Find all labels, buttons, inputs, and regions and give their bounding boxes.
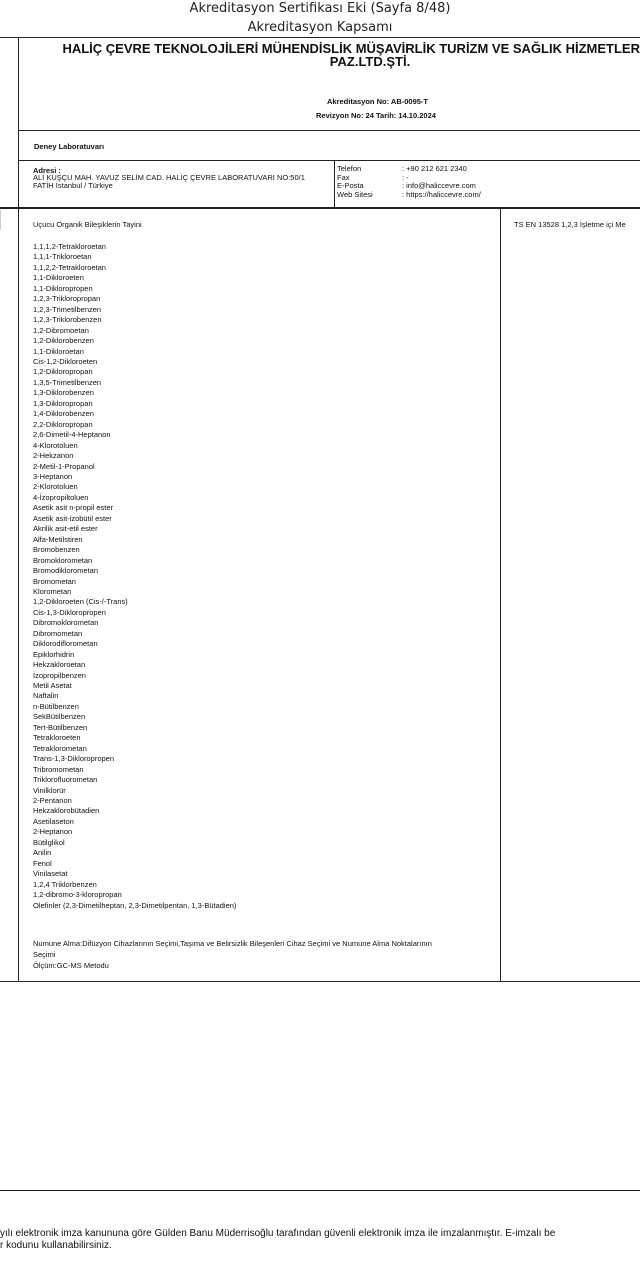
compound-item: 1,2,3-Trimetilbenzen [33, 304, 102, 314]
compound-item: İzopropilbenzen [33, 670, 86, 680]
compound-item: 1,3,5-Trimetilbenzen [33, 377, 102, 387]
compound-item: 1,3-Dikloropropan [33, 398, 93, 408]
compound-item: 1,1-Dikloroeten [33, 273, 84, 283]
contact-phone: Telefon : +90 212 621 2340 [337, 164, 467, 173]
compound-item: 2-Heptanon [33, 827, 73, 837]
compound-item: 2,2-Dikloropropan [33, 419, 93, 429]
compound-item: 3-Heptanon [33, 471, 73, 481]
compound-item: 1,1-Dikloropropen [33, 283, 93, 293]
compound-item: Asetik asit n-propil ester [33, 503, 114, 513]
lab-top-border [18, 130, 640, 131]
header-top-border [0, 37, 640, 38]
compound-item: Metil Asetat [33, 681, 72, 691]
compound-item: 1,3-Diklorobenzen [33, 388, 94, 398]
table-bottom-border [0, 981, 640, 982]
company-name-line2: PAZ.LTD.ŞTİ. [329, 54, 411, 69]
compound-item: Epiklorhidrin [33, 649, 75, 659]
footer-top-border [0, 1190, 640, 1191]
compound-item: 1,2-Dikloroeten (Cis-/-Trans) [33, 597, 128, 607]
left-edge-mark [0, 210, 1, 230]
compound-item: Alfa-Metilstiren [33, 534, 83, 544]
compound-item: SekBütilbenzen [33, 712, 86, 722]
compound-item: 2-Metil-1-Propanol [33, 461, 95, 471]
compound-item: 1,1,1,2-Tetrakloroetan [33, 242, 106, 251]
revision-info: Revizyon No: 24 Tarih: 14.10.2024 [316, 111, 436, 120]
compound-item: Hekzaklorobütadien [33, 806, 100, 816]
table-column-divider [500, 208, 501, 982]
table-left-border [18, 208, 19, 982]
table-top-border [0, 207, 640, 209]
page-subtitle: Akreditasyon Kapsamı [247, 20, 393, 35]
compound-item: Diklorodiflorometan [33, 639, 98, 649]
compound-item: 1,2-Diklorobenzen [33, 336, 94, 346]
compound-item: Hekzakloroetan [33, 660, 86, 670]
compound-item: 1,1-Dikloroetan [33, 346, 84, 356]
contact-fax: Fax : - [337, 172, 409, 182]
compound-item: Klorometan [33, 586, 72, 596]
compound-item: Vinilasetat [33, 869, 68, 879]
address-line1: ALİ KUŞÇU MAH. YAVUZ SELİM CAD. HALİÇ ÇEVRE LABORATUVARI NO:50/1 [33, 173, 305, 182]
compound-item: n-Bütilbenzen [33, 701, 79, 711]
address-line2: FATİH İstanbul / Türkiye [33, 181, 113, 190]
compound-item: 1,2-Dikloropropan [33, 367, 93, 377]
compound-item: Cis-1,3-Dikloropropen [33, 607, 106, 617]
compound-item: Fenol [33, 858, 52, 868]
compound-item: Vinilklorür [33, 785, 66, 795]
address-divider [334, 160, 335, 208]
compound-item: 1,1,2,2-Tetrakloroetan [33, 262, 106, 272]
compound-item: Bromobenzen [33, 545, 80, 555]
compound-item: 1,4-Diklorobenzen [33, 409, 94, 419]
compound-item: Tribromometan [33, 764, 84, 774]
compound-item: 1,2-Dibromoetan [33, 325, 89, 335]
measurement-method: Ölçüm:GC-MS Metodu [33, 961, 109, 970]
compound-item: 1,2,3-Triklorobenzen [33, 315, 102, 325]
header-left-border [18, 37, 19, 208]
compound-item: 2-Klorotoluen [33, 482, 78, 492]
compound-item: Naftalin [33, 691, 59, 701]
compound-item: Asetilaseton [33, 816, 74, 826]
compound-item: Olefinler (2,3-Dimetilheptan, 2,3-Dimetilpentan, 1,3-Bütadien) [33, 900, 237, 910]
compound-item: Tetraklorometan [33, 743, 87, 753]
compound-item: 1,1,1-Trikloroetan [33, 252, 92, 262]
company-name-line1: HALİÇ ÇEVRE TEKNOLOJİLERİ MÜHENDİSLİK MÜŞAVİRLİK TURİZM VE SAĞLIK HİZMETLER [62, 41, 640, 56]
test-title: Uçucu Organik Bileşiklerin Tayini [33, 220, 142, 229]
compound-item: 2-Hekzanon [33, 451, 74, 461]
contact-website[interactable]: Web Sitesi : https://haliccevre.com/ [337, 189, 481, 199]
page-title: Akreditasyon Sertifikası Eki (Sayfa 8/48) [189, 1, 451, 16]
compound-item: 1,2-dibromo-3-kloropropan [33, 890, 122, 900]
compound-list [33, 242, 236, 911]
address-top-border [18, 160, 640, 161]
compound-item: Tetrakloroeten [33, 733, 81, 743]
compound-item: Cis-1,2-Dikloroeten [33, 356, 98, 366]
compound-item: 1,2,3-Trikloropropan [33, 294, 101, 304]
compound-item: Trans-1,3-Dikloropropen [33, 754, 115, 764]
compound-item: Bromodiklorometan [33, 566, 99, 576]
compound-item: 1,2,4 Triklorbenzen [33, 879, 97, 889]
lab-name: Deney Laboratuvarı [34, 142, 105, 151]
compound-item: Triklorofluorometan [33, 775, 98, 785]
footer-line2: r kodunu kullanabilirsiniz. [0, 1240, 112, 1251]
compound-item: Akrilik asit-etil ester [33, 524, 98, 534]
compound-item: Tert-Bütilbenzen [33, 722, 88, 732]
address-label: Adresi : [33, 166, 61, 175]
contact-info [337, 165, 481, 199]
compound-item: Bromoklorometan [33, 555, 93, 565]
test-method: TS EN 13528 1,2,3 İşletme içi Me [514, 220, 626, 229]
compound-item: 4-Klorotoluen [33, 440, 78, 450]
compound-item: Dibromometan [33, 628, 83, 638]
accreditation-number: Akreditasyon No: AB-0095-T [327, 97, 428, 106]
sampling-note-line2: Seçimi [33, 950, 56, 959]
compound-item: Bromometan [33, 576, 76, 586]
compound-item: 2-Pentanon [33, 796, 72, 806]
e-signature-footer [0, 1228, 555, 1252]
footer-line1: yılı elektronik imza kanununa göre Gülden Banu Müderrisoğlu tarafından güvenli elektronik imza ile imzalanmıştır. E-imzalı be [0, 1228, 556, 1239]
sampling-note-line1: Numune Alma:Difüzyon Cihazlarının Seçimi,Taşıma ve Belirsizlik Bileşenleri Cihaz Seçimi ve Numune Alma Noktalarının [33, 939, 432, 948]
compound-item: Anilin [33, 848, 52, 858]
compound-item: Asetik asit-izobütil ester [33, 513, 112, 523]
contact-email[interactable]: E-Posta : info@haliccevre.com [337, 181, 476, 190]
compound-item: 4-İzopropiltoluen [33, 492, 89, 502]
company-name [40, 42, 640, 68]
compound-item: 2,6-Dimetil-4-Heptanon [33, 430, 111, 440]
compound-item: Bütilglikol [33, 837, 65, 847]
compound-item: Dibromoklorometan [33, 618, 99, 628]
